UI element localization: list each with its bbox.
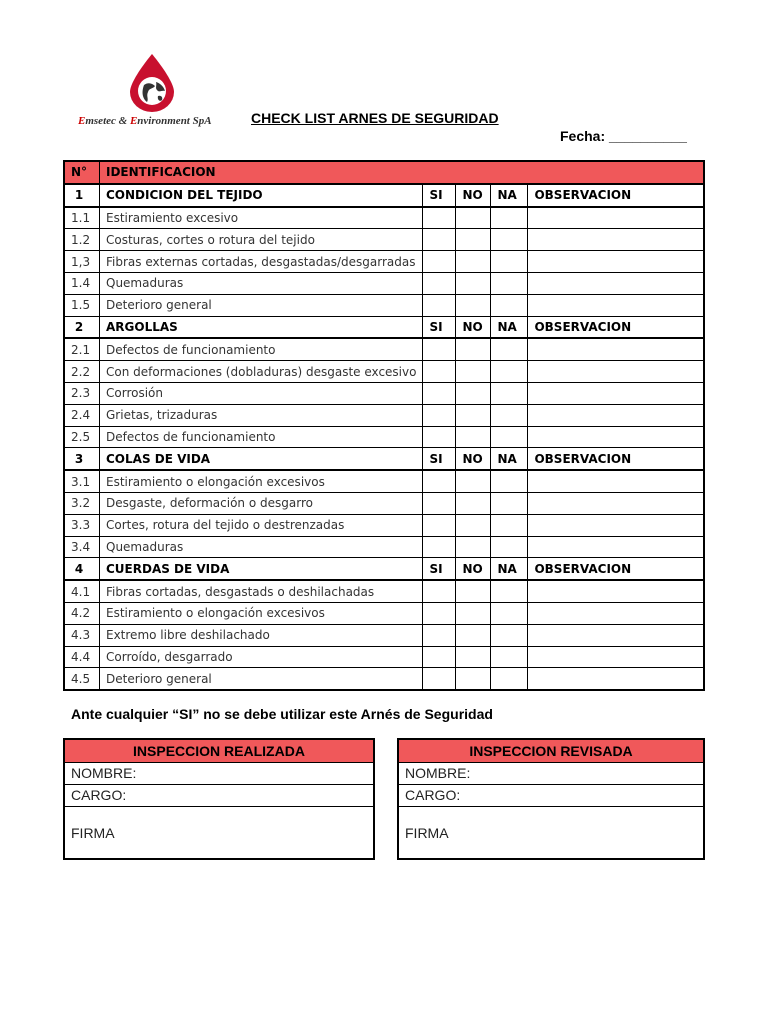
check-cell-no[interactable] [456,361,491,383]
date-field: Fecha: __________ [560,128,687,144]
check-cell-si[interactable] [423,361,456,383]
column-header-no: NO [456,558,491,580]
column-header-no: NO [456,448,491,470]
check-cell-si[interactable] [423,646,456,668]
item-number: 1.5 [64,294,100,316]
column-header-na: NA [491,184,528,207]
check-cell-si[interactable] [423,536,456,558]
check-cell-no[interactable] [456,536,491,558]
check-cell-si[interactable] [423,338,456,360]
check-cell-na[interactable] [491,624,528,646]
warning-text: Ante cualquier “SI” no se debe utilizar este Arnés de Seguridad [71,706,493,722]
item-number: 4.4 [64,646,100,668]
table-row [64,580,704,602]
section-header-row [64,184,704,207]
section-number: 2 [64,316,100,338]
check-cell-no[interactable] [456,668,491,690]
check-cell-si[interactable] [423,229,456,251]
check-cell-si[interactable] [423,294,456,316]
check-cell-na[interactable] [491,646,528,668]
observation-cell[interactable] [528,404,704,426]
table-row [64,492,704,514]
section-header-row [64,448,704,470]
table-row [64,602,704,624]
check-cell-no[interactable] [456,580,491,602]
table-row [64,382,704,404]
inspection-performed-title: INSPECCION REALIZADA [65,740,373,763]
item-number: 2.5 [64,426,100,448]
table-row [64,338,704,360]
check-cell-na[interactable] [491,251,528,273]
table-row [64,272,704,294]
check-cell-no[interactable] [456,338,491,360]
item-description: Fibras externas cortadas, desgastadas/desgarradas [100,251,423,273]
table-row [64,361,704,383]
observation-cell[interactable] [528,272,704,294]
item-description: Corrosión [100,382,423,404]
check-cell-no[interactable] [456,294,491,316]
item-number: 4.3 [64,624,100,646]
reviewer-position-field[interactable]: CARGO: [399,785,703,807]
reviewer-signature-field[interactable]: FIRMA [405,825,449,841]
company-name [78,115,228,127]
item-description: Estiramiento excesivo [100,207,423,229]
check-cell-na[interactable] [491,514,528,536]
observation-cell[interactable] [528,668,704,690]
column-header-si: SI [423,316,456,338]
check-cell-si[interactable] [423,426,456,448]
section-title: CONDICION DEL TEJIDO [100,184,423,207]
check-cell-si[interactable] [423,602,456,624]
section-title: CUERDAS DE VIDA [100,558,423,580]
observation-cell[interactable] [528,229,704,251]
table-row [64,624,704,646]
document-title: CHECK LIST ARNES DE SEGURIDAD [251,110,499,126]
check-cell-na[interactable] [491,536,528,558]
observation-cell[interactable] [528,514,704,536]
check-cell-si[interactable] [423,514,456,536]
item-number: 2.1 [64,338,100,360]
check-cell-na[interactable] [491,207,528,229]
table-row [64,646,704,668]
column-header-si: SI [423,184,456,207]
check-cell-na[interactable] [491,668,528,690]
check-cell-na[interactable] [491,294,528,316]
checklist-body [64,161,704,690]
table-row [64,294,704,316]
identification-header: IDENTIFICACION [100,161,705,184]
item-description: Defectos de funcionamiento [100,338,423,360]
column-header-observation: OBSERVACION [528,558,704,580]
check-cell-na[interactable] [491,470,528,492]
item-number: 3.4 [64,536,100,558]
item-number: 4.1 [64,580,100,602]
section-title: ARGOLLAS [100,316,423,338]
check-cell-si[interactable] [423,580,456,602]
observation-cell[interactable] [528,251,704,273]
check-cell-si[interactable] [423,272,456,294]
checklist-table [63,160,705,691]
item-description: Fibras cortadas, desgastads o deshilachadas [100,580,423,602]
check-cell-na[interactable] [491,492,528,514]
table-row [64,404,704,426]
item-number: 2.3 [64,382,100,404]
item-description: Extremo libre deshilachado [100,624,423,646]
check-cell-no[interactable] [456,229,491,251]
item-number: 3.2 [64,492,100,514]
section-header-row [64,316,704,338]
item-number: 2.2 [64,361,100,383]
check-cell-si[interactable] [423,470,456,492]
check-cell-no[interactable] [456,404,491,426]
company-name-part-2: nvironment SpA [137,115,212,127]
check-cell-si[interactable] [423,668,456,690]
item-description: Defectos de funcionamiento [100,426,423,448]
section-number: 3 [64,448,100,470]
item-description: Estiramiento o elongación excesivos [100,602,423,624]
item-description: Costuras, cortes o rotura del tejido [100,229,423,251]
observation-cell[interactable] [528,646,704,668]
check-cell-no[interactable] [456,251,491,273]
item-description: Deterioro general [100,294,423,316]
check-cell-no[interactable] [456,492,491,514]
check-cell-si[interactable] [423,624,456,646]
table-row [64,426,704,448]
check-cell-na[interactable] [491,272,528,294]
column-header-na: NA [491,558,528,580]
check-cell-na[interactable] [491,404,528,426]
item-description: Con deformaciones (dobladuras) desgaste excesivo [100,361,423,383]
table-row [64,514,704,536]
check-cell-no[interactable] [456,272,491,294]
reviewer-name-field[interactable]: NOMBRE: [399,763,703,785]
check-cell-no[interactable] [456,470,491,492]
observation-cell[interactable] [528,294,704,316]
company-initial-1: E [78,115,86,127]
inspector-signature-field[interactable]: FIRMA [71,825,115,841]
item-number: 3.1 [64,470,100,492]
observation-cell[interactable] [528,602,704,624]
observation-cell[interactable] [528,492,704,514]
item-number: 1.1 [64,207,100,229]
item-description: Deterioro general [100,668,423,690]
section-number: 1 [64,184,100,207]
check-cell-si[interactable] [423,251,456,273]
item-number: 1.4 [64,272,100,294]
observation-cell[interactable] [528,361,704,383]
column-header-si: SI [423,448,456,470]
check-cell-na[interactable] [491,580,528,602]
item-description: Quemaduras [100,272,423,294]
inspector-position-field[interactable]: CARGO: [65,785,373,807]
check-cell-si[interactable] [423,207,456,229]
check-cell-no[interactable] [456,624,491,646]
item-number: 4.2 [64,602,100,624]
section-number: 4 [64,558,100,580]
check-cell-no[interactable] [456,646,491,668]
item-number: 1,3 [64,251,100,273]
check-cell-no[interactable] [456,382,491,404]
check-cell-no[interactable] [456,602,491,624]
item-description: Corroído, desgarrado [100,646,423,668]
observation-cell[interactable] [528,624,704,646]
item-number: 1.2 [64,229,100,251]
item-number: 2.4 [64,404,100,426]
company-initial-2: E [129,115,138,127]
table-row [64,207,704,229]
inspection-performed-box [63,738,375,860]
check-cell-si[interactable] [423,404,456,426]
column-header-no: NO [456,184,491,207]
table-row [64,470,704,492]
item-description: Grietas, trizaduras [100,404,423,426]
table-row [64,251,704,273]
column-header-si: SI [423,558,456,580]
item-description: Estiramiento o elongación excesivos [100,470,423,492]
column-header-observation: OBSERVACION [528,316,704,338]
table-row [64,536,704,558]
inspection-reviewed-box [397,738,705,860]
table-row [64,229,704,251]
check-cell-no[interactable] [456,514,491,536]
id-number-header: N° [64,161,100,184]
observation-cell[interactable] [528,207,704,229]
item-number: 3.3 [64,514,100,536]
check-cell-na[interactable] [491,338,528,360]
column-header-observation: OBSERVACION [528,184,704,207]
item-description: Desgaste, deformación o desgarro [100,492,423,514]
inspection-reviewed-title: INSPECCION REVISADA [399,740,703,763]
identification-row [64,161,704,184]
item-number: 4.5 [64,668,100,690]
column-header-na: NA [491,316,528,338]
observation-cell[interactable] [528,338,704,360]
observation-cell[interactable] [528,382,704,404]
section-header-row [64,558,704,580]
check-cell-na[interactable] [491,426,528,448]
check-cell-si[interactable] [423,492,456,514]
observation-cell[interactable] [528,426,704,448]
check-cell-no[interactable] [456,426,491,448]
observation-cell[interactable] [528,536,704,558]
check-cell-no[interactable] [456,207,491,229]
check-cell-na[interactable] [491,361,528,383]
observation-cell[interactable] [528,470,704,492]
check-cell-na[interactable] [491,229,528,251]
globe-drop-icon [122,52,182,112]
section-title: COLAS DE VIDA [100,448,423,470]
column-header-no: NO [456,316,491,338]
check-cell-na[interactable] [491,382,528,404]
item-description: Quemaduras [100,536,423,558]
company-name-part-1: msetec & [85,115,130,127]
check-cell-si[interactable] [423,382,456,404]
check-cell-na[interactable] [491,602,528,624]
column-header-na: NA [491,448,528,470]
inspector-name-field[interactable]: NOMBRE: [65,763,373,785]
observation-cell[interactable] [528,580,704,602]
item-description: Cortes, rotura del tejido o destrenzadas [100,514,423,536]
column-header-observation: OBSERVACION [528,448,704,470]
table-row [64,668,704,690]
